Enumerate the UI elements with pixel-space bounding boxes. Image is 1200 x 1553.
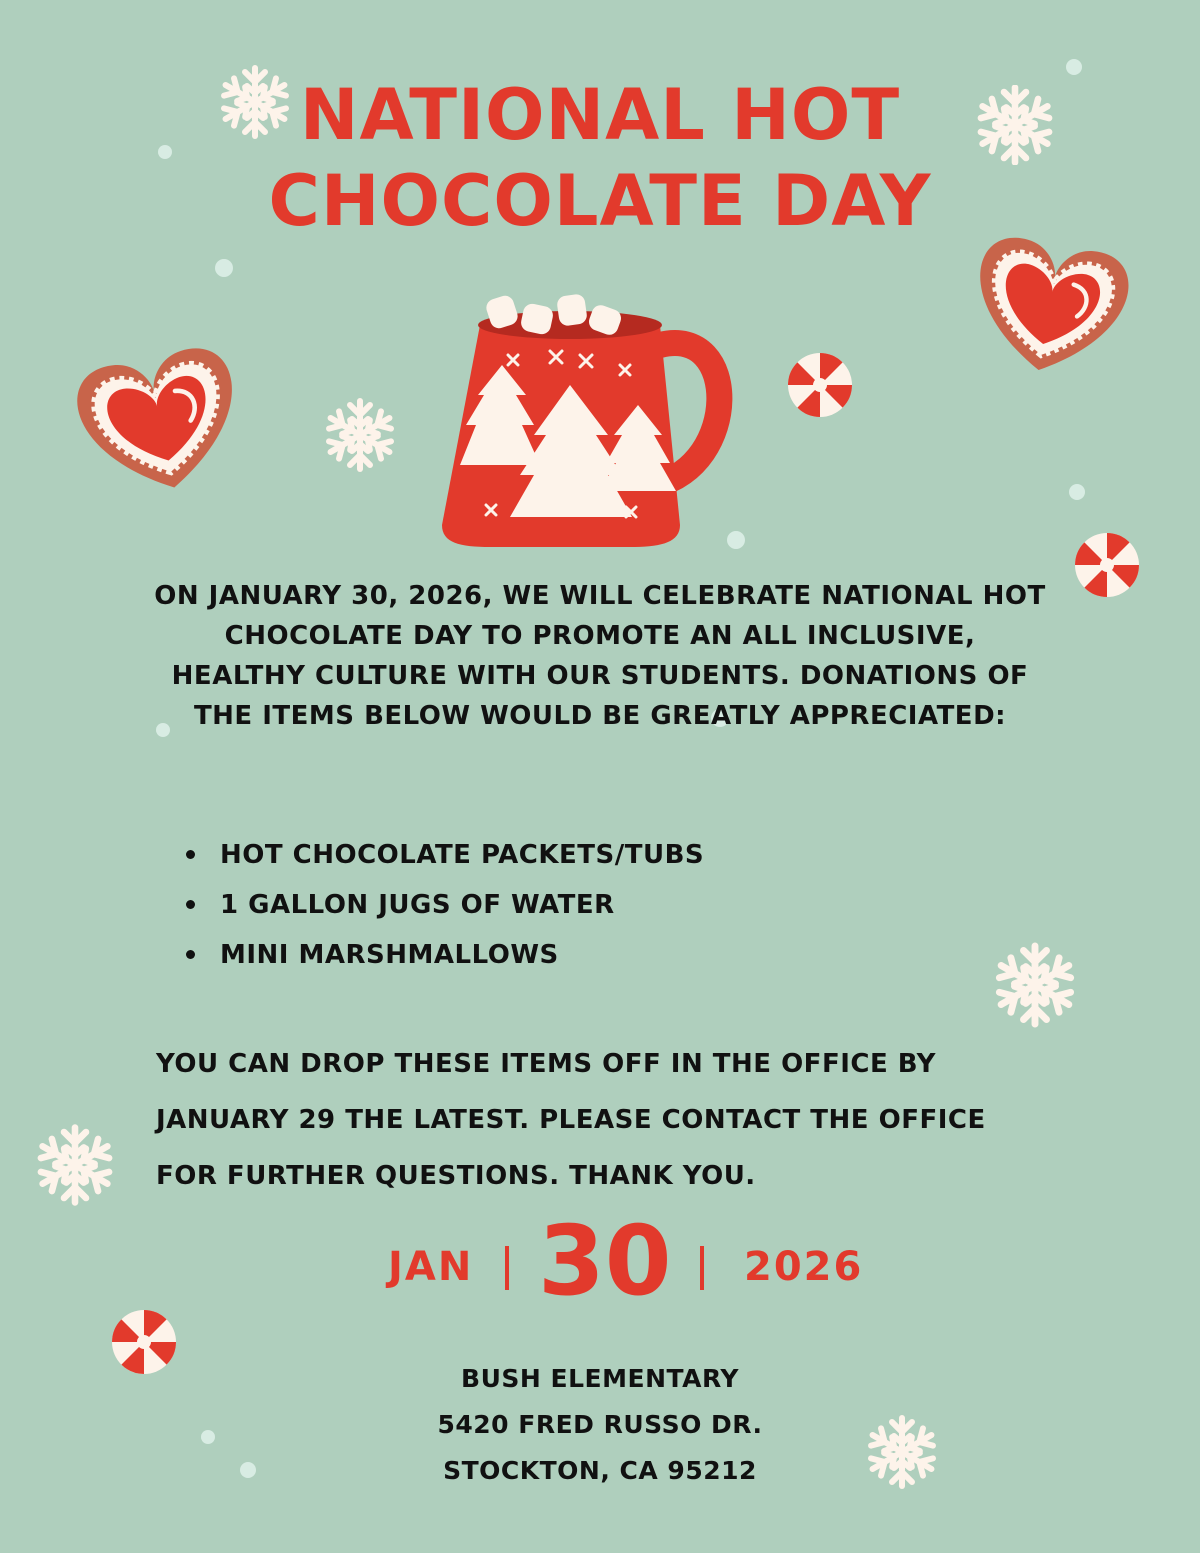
donation-items-list: [186, 830, 704, 980]
street-address: 5420 FRED RUSSO DR.: [437, 1410, 763, 1439]
flyer-title: [0, 72, 1200, 244]
school-address: [0, 1356, 1200, 1494]
list-item: MINI MARSHMALLOWS: [186, 930, 704, 980]
date-year: 2026: [744, 1244, 864, 1290]
hot-chocolate-mug-icon: [430, 285, 740, 555]
intro-line: THE ITEMS BELOW WOULD BE GREATLY APPRECIATED:: [193, 701, 1007, 731]
city-state-zip: STOCKTON, CA 95212: [443, 1456, 757, 1485]
school-name: BUSH ELEMENTARY: [461, 1364, 739, 1393]
date-divider: [505, 1246, 509, 1290]
date-divider: [700, 1246, 704, 1290]
date-month: JAN: [388, 1244, 474, 1290]
intro-line: CHOCOLATE DAY TO PROMOTE AN ALL INCLUSIVE,: [224, 621, 976, 651]
peppermint-candy-icon: [1072, 530, 1142, 600]
date-day: 30: [538, 1205, 672, 1317]
title-line-2: CHOCOLATE DAY: [268, 160, 932, 242]
snowflake-icon: [990, 935, 1080, 1035]
intro-line: ON JANUARY 30, 2026, WE WILL CELEBRATE NATIONAL HOT: [154, 581, 1046, 611]
intro-line: HEALTHY CULTURE WITH OUR STUDENTS. DONATIONS OF: [171, 661, 1029, 691]
list-item: 1 GALLON JUGS OF WATER: [186, 880, 704, 930]
snowflake-icon: [320, 395, 400, 475]
dropoff-line: JANUARY 29 THE LATEST. PLEASE CONTACT THE OFFICE: [156, 1105, 986, 1135]
snowflake-icon: [30, 1120, 120, 1210]
peppermint-candy-icon: [785, 350, 855, 420]
dropoff-line: YOU CAN DROP THESE ITEMS OFF IN THE OFFICE BY: [156, 1049, 936, 1079]
intro-paragraph: [120, 576, 1080, 736]
dropoff-line: FOR FURTHER QUESTIONS. THANK YOU.: [156, 1161, 756, 1191]
event-date: [0, 1205, 1200, 1320]
title-line-1: NATIONAL HOT: [299, 74, 901, 156]
dropoff-paragraph: [156, 1036, 986, 1204]
list-item: HOT CHOCOLATE PACKETS/TUBS: [186, 830, 704, 880]
heart-cookie-icon: [60, 320, 260, 510]
